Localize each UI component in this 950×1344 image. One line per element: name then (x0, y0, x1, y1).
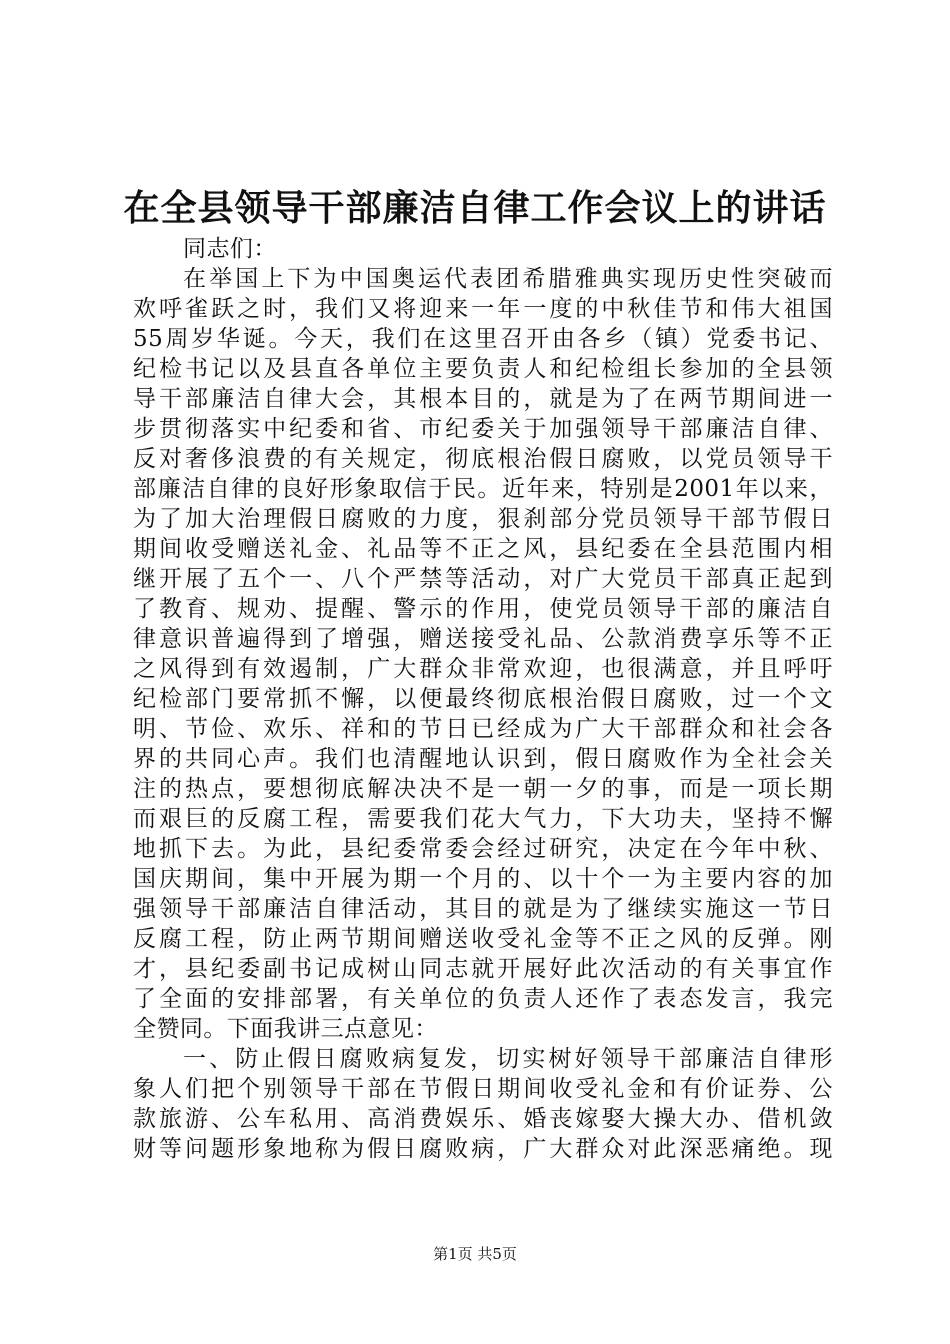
salutation-line: 同志们： (183, 236, 277, 262)
paragraph-line: 纪检书记以及县直各单位主要负责人和纪检组长参加的全县领 (133, 356, 833, 382)
paragraph-line: 注的热点，要想彻底解决决不是一朝一夕的事，而是一项长期 (133, 776, 833, 802)
paragraph-line: 界的共同心声。我们也清醒地认识到，假日腐败作为全社会关 (133, 746, 833, 772)
paragraph-line: 55周岁华诞。今天，我们在这里召开由各乡（镇）党委书记、 (133, 326, 833, 352)
paragraph-line: 继开展了五个一、八个严禁等活动，对广大党员干部真正起到 (133, 566, 833, 592)
paragraph-line: 了教育、规劝、提醒、警示的作用，使党员领导干部的廉洁自 (133, 596, 833, 622)
paragraph-line: 而艰巨的反腐工程，需要我们花大气力，下大功夫，坚持不懈 (133, 806, 833, 832)
paragraph-line: 在举国上下为中国奥运代表团希腊雅典实现历史性突破而 (183, 266, 833, 292)
paragraph-line: 部廉洁自律的良好形象取信于民。近年来，特别是2001年以来， (133, 476, 833, 502)
paragraph-line: 明、节俭、欢乐、祥和的节日已经成为广大干部群众和社会各 (133, 716, 833, 742)
paragraph-line: 强领导干部廉洁自律活动，其目的就是为了继续实施这一节日 (133, 896, 833, 922)
paragraph-line: 欢呼雀跃之时，我们又将迎来一年一度的中秋佳节和伟大祖国 (133, 296, 833, 322)
paragraph-line: 纪检部门要常抓不懈，以便最终彻底根治假日腐败，过一个文 (133, 686, 833, 712)
paragraph-line: 为了加大治理假日腐败的力度，狠刹部分党员领导干部节假日 (133, 506, 833, 532)
paragraph-line: 期间收受赠送礼金、礼品等不正之风，县纪委在全县范围内相 (133, 536, 833, 562)
paragraph-line: 财等问题形象地称为假日腐败病，广大群众对此深恶痛绝。现 (133, 1136, 833, 1162)
paragraph-line: 全赞同。下面我讲三点意见： (133, 1016, 438, 1042)
paragraph-line: 反对奢侈浪费的有关规定，彻底根治假日腐败，以党员领导干 (133, 446, 833, 472)
paragraph-line: 律意识普遍得到了增强，赠送接受礼品、公款消费享乐等不正 (133, 626, 833, 652)
paragraph-line: 导干部廉洁自律大会，其根本目的，就是为了在两节期间进一 (133, 386, 833, 412)
paragraph-line: 了全面的安排部署，有关单位的负责人还作了表态发言，我完 (133, 986, 833, 1012)
paragraph-line: 反腐工程，防止两节期间赠送收受礼金等不正之风的反弹。刚 (133, 926, 833, 952)
paragraph-line: 步贯彻落实中纪委和省、市纪委关于加强领导干部廉洁自律、 (133, 416, 833, 442)
paragraph-line: 之风得到有效遏制，广大群众非常欢迎，也很满意，并且呼吁 (133, 656, 833, 682)
section-heading-line: 一、防止假日腐败病复发，切实树好领导干部廉洁自律形 (183, 1046, 833, 1072)
paragraph-line: 象人们把个别领导干部在节假日期间收受礼金和有价证券、公 (133, 1076, 833, 1102)
paragraph-line: 款旅游、公车私用、高消费娱乐、婚丧嫁娶大操大办、借机敛 (133, 1106, 833, 1132)
paragraph-line: 地抓下去。为此，县纪委常委会经过研究，决定在今年中秋、 (133, 836, 833, 862)
document-title: 在全县领导干部廉洁自律工作会议上的讲话 (123, 187, 827, 229)
paragraph-line: 才，县纪委副书记成树山同志就开展好此次活动的有关事宜作 (133, 956, 833, 982)
paragraph-line: 国庆期间，集中开展为期一个月的、以十个一为主要内容的加 (133, 866, 833, 892)
page-number-footer: 第1页 共5页 (433, 1245, 517, 1263)
document-body (133, 234, 833, 1164)
